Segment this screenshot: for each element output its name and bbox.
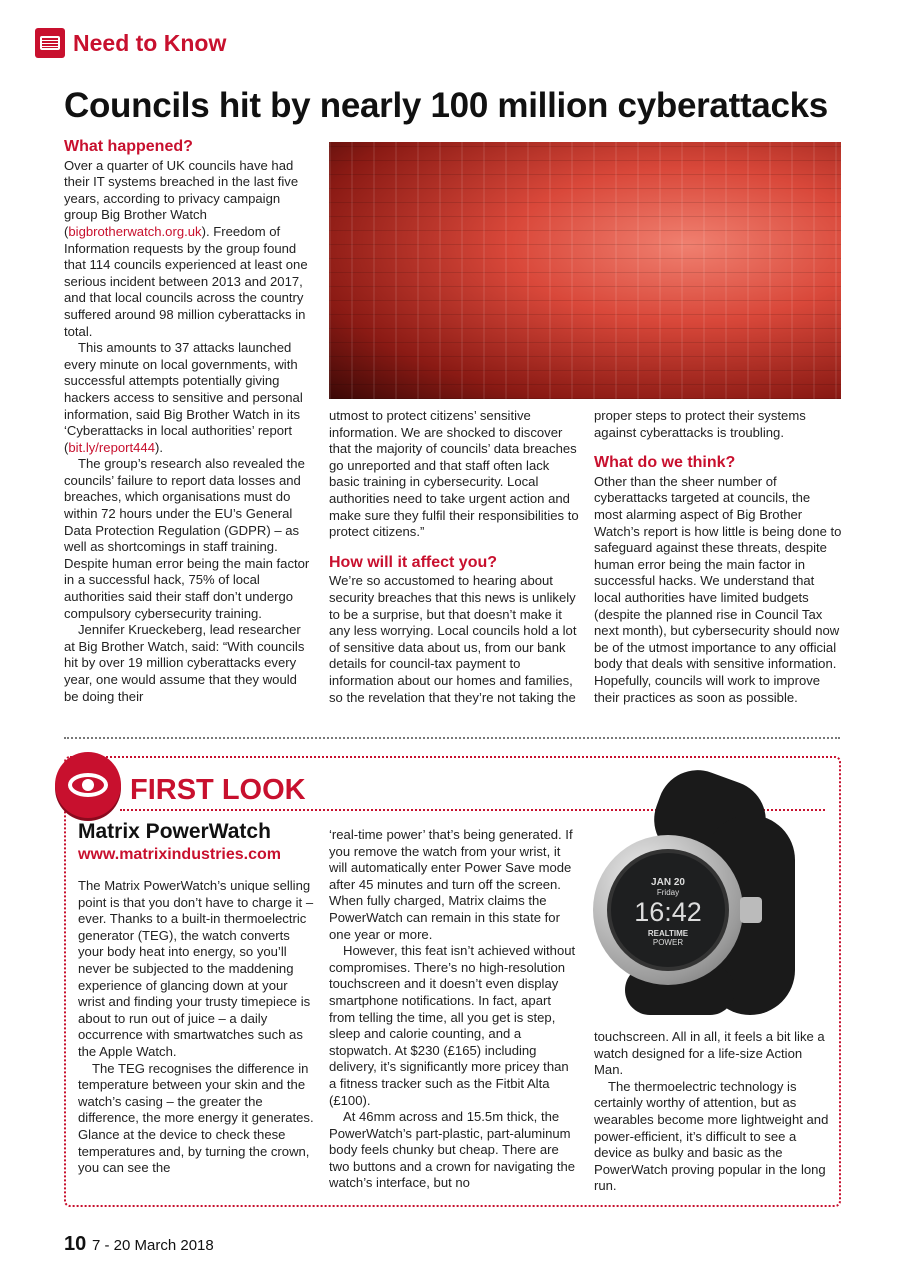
cyber-code-image bbox=[329, 142, 841, 399]
paragraph: touchscreen. All in all, it feels a bit like a watch designed for a life-size Action Man. bbox=[594, 1029, 825, 1078]
powerwatch-image bbox=[585, 775, 800, 1025]
text: ). bbox=[155, 439, 163, 455]
heading-what-happened: What happened? bbox=[64, 138, 193, 155]
text: This amounts to 37 attacks launched every minute on local governments, with successful attempts potentially giving hackers access to sensitive and personal information, said Big Brother Watch in its ‘Cyberattacks in local authorities’ report ( bbox=[64, 340, 303, 455]
product-url[interactable]: www.matrixindustries.com bbox=[78, 846, 282, 863]
review-column-1 bbox=[78, 878, 314, 1177]
article-column-3 bbox=[594, 408, 842, 706]
section-label: Need to Know bbox=[73, 29, 227, 56]
eye-icon bbox=[55, 752, 121, 818]
paragraph: utmost to protect citizens’ sensitive information. We are shocked to discover that the majority of councils’ data breaches go unreported and that staff often lack basic training in cybersecurity. Local authorities need to take urgent action and make sure they fulfil their responsibilities to protect citizens.” bbox=[329, 408, 579, 540]
first-look-label: FIRST LOOK bbox=[130, 774, 306, 806]
watch-date: JAN 20 bbox=[651, 877, 685, 888]
paragraph: We’re so accustomed to hearing about security breaches that this news is unlikely to be a surprise, but that doesn’t make it any less worrying. Local councils hold a lot of sensitive data about us, from our bank details for council-tax payment to information about our homes and families, so the revelation that they’re not taking the bbox=[329, 573, 577, 705]
paragraph: The TEG recognises the difference in temperature between your skin and the watch’s casing – the greater the difference, the more energy it generates. Glance at the device to check these temperatures and, by turning the crown, you can see the bbox=[78, 1060, 314, 1176]
paragraph: At 46mm across and 15.5m thick, the PowerWatch’s part-plastic, part-aluminum body feels chunky but cheap. There are two buttons and a crown for navigating the watch’s interface, but no bbox=[329, 1109, 576, 1191]
section-divider bbox=[64, 737, 840, 739]
watch-line1: REALTIME bbox=[647, 929, 689, 938]
paragraph bbox=[64, 340, 314, 456]
text: Over a quarter of UK councils have had their IT systems breached in the last five years, according to privacy campaign group Big Brother Watch ( bbox=[64, 157, 299, 239]
report-link[interactable]: bit.ly/report444 bbox=[68, 439, 155, 455]
paragraph: The group’s research also revealed the councils’ failure to report data losses and breaches, which organisations must do within 72 hours under the EU’s General Data Protection Regulation (GDPR) – as well as shortcomings in staff training. Despite human error being the main factor in a successful hack, 75% of local authorities said their staff don’t undergo compulsory cybersecurity training. bbox=[64, 456, 310, 621]
paragraph: Other than the sheer number of cyberattacks targeted at councils, the most alarming aspect of Big Brother Watch’s report is how little is being done to safeguard against these threats, despite human error being the main factor in successful hacks. We understand that local authorities have limited budgets (despite the planned rise in Council Tax next month), but cybersecurity should now be of the utmost importance to any official body that deals with sensitive information. Hopefully, councils will work to improve their practices as soon as possible. bbox=[594, 473, 842, 705]
paragraph bbox=[64, 158, 314, 341]
bbw-link[interactable]: bigbrotherwatch.org.uk bbox=[68, 223, 202, 239]
paragraph: ‘real-time power’ that’s being generated. If you remove the watch from your wrist, it will automatically enter Power Save mode after 45 minutes and turn off the screen. When fully charged, Matrix claims the PowerWatch can remain in this state for one year or more. bbox=[329, 827, 573, 942]
headline: Councils hit by nearly 100 million cyberattacks bbox=[64, 86, 828, 125]
article-column-1 bbox=[64, 139, 314, 705]
paragraph: Jennifer Krueckeberg, lead researcher at Big Brother Watch, said: “With councils hit by over 19 million cyberattacks every year, one would assume that they would be doing their bbox=[64, 622, 305, 704]
heading-what-we-think: What do we think? bbox=[594, 454, 736, 472]
article-column-2 bbox=[329, 408, 579, 706]
section-tag bbox=[35, 28, 226, 58]
heading-how-affect: How will it affect you? bbox=[329, 553, 498, 571]
paragraph: The Matrix PowerWatch’s unique selling point is that you don’t have to charge it – ever. Thanks to a built-in thermoelectric generator (TEG), the watch converts your body heat into energy, so you’ll never be subjected to the maddening experience of glancing down at your wrist and finding your trusty timepiece is about to run out of juice – a daily occurrence with smartwatches such as the Apple Watch. bbox=[78, 878, 314, 1059]
paragraph: The thermoelectric technology is certainly worthy of attention, but as wearables become more lightweight and power-efficient, it’s difficult to see a device as bulky and basic as the PowerWatch proving popular in the long run. bbox=[594, 1078, 829, 1194]
issue-date: 7 - 20 March 2018 bbox=[92, 1237, 214, 1254]
paragraph: However, this feat isn’t achieved without compromises. There’s no high-resolution touchscreen and it doesn’t even display smartphone notifications. In fact, apart from telling the time, all you get is step, sleep and calorie counting, and a stopwatch. At $230 (£165) including delivery, it’s significantly more pricey than a fitness tracker such as the Fitbit Alta (£100). bbox=[329, 943, 576, 1108]
book-icon bbox=[35, 28, 65, 58]
watch-line2: POWER bbox=[652, 938, 684, 947]
paragraph: proper steps to protect their systems against cyberattacks is troubling. bbox=[594, 408, 806, 440]
review-column-3 bbox=[594, 1029, 829, 1195]
text: ). Freedom of Information requests by the group found that 114 councils experienced at least one serious incident between 2013 and 2017, and that local councils across the country suffered around 98 million cyberattacks in total. bbox=[64, 223, 308, 339]
review-column-2 bbox=[329, 827, 579, 1192]
page-number: 10 bbox=[64, 1233, 87, 1255]
watch-day: Friday bbox=[656, 888, 680, 897]
product-name: Matrix PowerWatch bbox=[78, 820, 271, 843]
watch-time: 16:42 bbox=[634, 897, 702, 927]
